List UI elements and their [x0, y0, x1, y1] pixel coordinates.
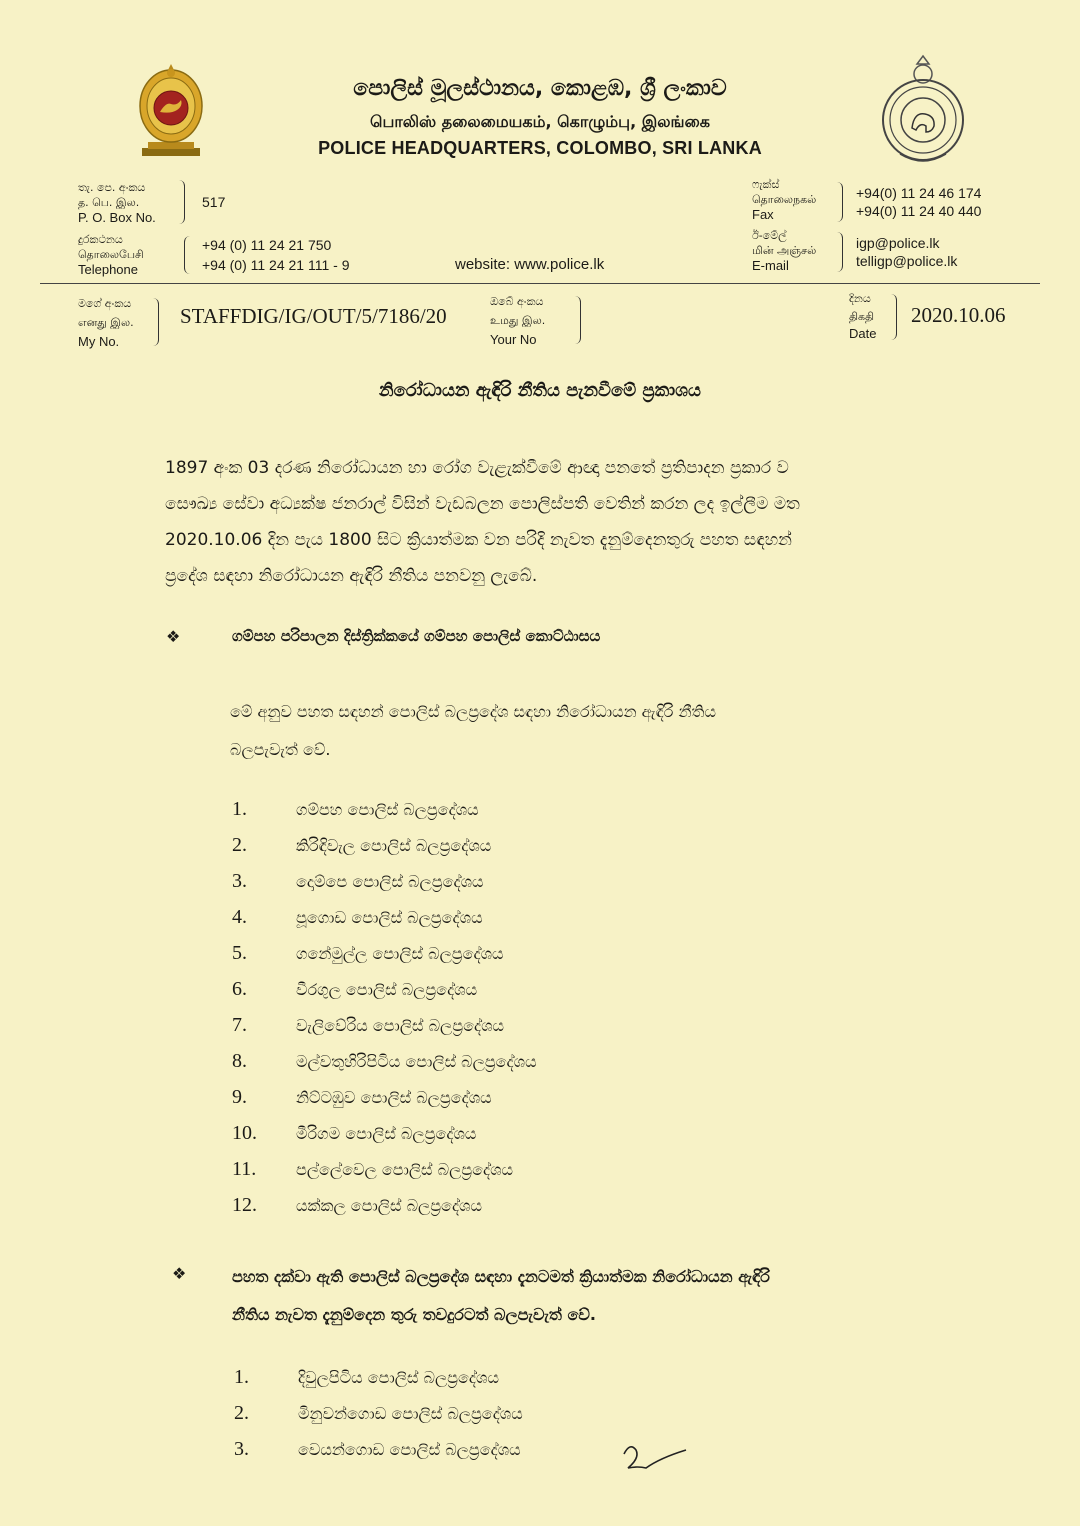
telephone-value-2: +94 (0) 11 24 21 111 - 9 — [202, 257, 350, 273]
list-item-number: 3. — [232, 870, 247, 892]
telephone-label — [78, 232, 144, 277]
email-label-en: E-mail — [752, 258, 789, 273]
fax-label — [752, 177, 816, 222]
list-item-text: ගම්පහ පොලිස් බලප්‍රදේශය — [296, 800, 479, 819]
your-no-label — [490, 294, 545, 347]
paragraph-line: ප්‍රදේශ සඳහා නිරෝධායන ඇඳිරි නීතිය පනවනු ලැබේ. — [165, 566, 538, 586]
list-item-text: ගනේමුල්ල පොලිස් බලප්‍රදේශය — [296, 944, 504, 963]
list-item-text: කිරිඳිවැල පොලිස් බලප්‍රදේශය — [296, 836, 492, 855]
intro-paragraph — [165, 450, 965, 594]
document-heading: නිරෝධායන ඇඳිරි නීතිය පැනවීමේ ප්‍රකාශය — [379, 380, 701, 401]
list-item-number: 11. — [232, 1158, 257, 1180]
bullet-icon: ❖ — [166, 627, 181, 646]
list-item-text: මල්වතුහිරිපිටිය පොලිස් බලප්‍රදේශය — [296, 1052, 537, 1071]
list-item-number: 5. — [232, 942, 247, 964]
my-no-label-si: මගේ අංකය — [78, 297, 132, 310]
list-item-text: මිනුවන්ගොඩ පොලිස් බලප්‍රදේශය — [298, 1404, 523, 1423]
email-label — [752, 228, 816, 273]
pobox-label-ta: த. பெ. இல. — [78, 196, 140, 209]
section1-intro-line: බලපැවැත් වේ. — [230, 740, 331, 759]
fax-value-1: +94(0) 11 24 46 174 — [856, 185, 982, 201]
section1-intro — [230, 693, 968, 769]
list-item-number: 4. — [232, 906, 247, 928]
list-item-text: යක්කල පොලිස් බලප්‍රදේශය — [296, 1196, 482, 1215]
my-no-value: STAFFDIG/IG/OUT/5/7186/20 — [180, 304, 447, 328]
fax-brace — [836, 182, 843, 222]
section2-line: නීතිය නැවත දැනුම්දෙන තුරු තවදුරටත් බලපැවැත් වේ. — [232, 1305, 596, 1324]
my-no-label — [78, 296, 134, 349]
list-item-text: පල්ලේවෙල පොලිස් බලප්‍රදේශය — [296, 1160, 514, 1179]
email-value-1: igp@police.lk — [856, 235, 940, 251]
list-item-text: වෙයන්ගොඩ පොලිස් බලප්‍රදේශය — [298, 1440, 521, 1459]
list-item-number: 2. — [232, 834, 247, 856]
email-label-si: ඊ-මේල් — [752, 229, 787, 242]
fax-label-si: ෆැක්ස් — [752, 178, 780, 191]
telephone-value-1: +94 (0) 11 24 21 750 — [202, 237, 332, 253]
pobox-label-en: P. O. Box No. — [78, 210, 156, 225]
list-item-number: 1. — [232, 798, 247, 820]
list-item-text: නිට්ටඹුව පොලිස් බලප්‍රදේශය — [296, 1088, 492, 1107]
list-item-text: වීරගුල පොලිස් බලප්‍රදේශය — [296, 980, 478, 999]
telephone-label-en: Telephone — [78, 262, 138, 277]
email-brace — [836, 232, 843, 272]
your-no-brace — [574, 296, 581, 344]
section1-intro-line: මේ අනුව පහත සඳහන් පොලිස් බලප්‍රදේශ සඳහා නිරෝධායන ඇඳිරි නීතිය — [230, 702, 716, 721]
my-no-label-ta: எனது இல. — [78, 316, 134, 329]
email-label-ta: மின் அஞ்சல் — [752, 244, 817, 257]
list-item-text: මීරිගම පොලිස් බලප්‍රදේශය — [296, 1124, 477, 1143]
pobox-label — [78, 180, 156, 225]
signature-mark — [620, 1438, 690, 1478]
date-value: 2020.10.06 — [911, 303, 1006, 327]
list-item-number: 9. — [232, 1086, 247, 1108]
pobox-value: 517 — [202, 194, 226, 210]
paragraph-line: සෞඛ්‍ය සේවා අධ්‍යක්ෂ ජනරාල් විසින් වැඩබලන පොලිස්පති වෙතින් කරන ලද ඉල්ලීම මත — [165, 494, 800, 514]
date-label-en: Date — [849, 326, 877, 341]
my-no-label-en: My No. — [78, 334, 120, 349]
website-text: website: www.police.lk — [455, 256, 605, 273]
your-no-label-en: Your No — [490, 332, 537, 347]
header-divider — [40, 283, 1040, 284]
list-item-number: 6. — [232, 978, 247, 1000]
date-label — [849, 291, 876, 341]
section2-text — [232, 1258, 972, 1334]
list-item-text: වැලිවේරිය පොලිස් බලප්‍රදේශය — [296, 1016, 505, 1035]
fax-label-ta: தொலைநகல் — [752, 193, 817, 206]
pobox-brace — [178, 180, 185, 224]
fax-label-en: Fax — [752, 207, 774, 222]
section1-title: ගම්පහ පරිපාලන දිස්ත්‍රික්කයේ ගම්පහ පොලිස් කොට්ඨාසය — [232, 627, 601, 645]
telephone-label-ta: தொலைபேசி — [78, 248, 144, 261]
date-label-si: දිනය — [849, 292, 871, 305]
list-item-text: දොම්පෙ පොලිස් බලප්‍රදේශය — [296, 872, 484, 891]
header-title-tamil: பொலிஸ் தலைமையகம், கொழும்பு, இலங்கை — [370, 112, 710, 131]
list-item-number: 10. — [232, 1122, 257, 1144]
paragraph-line: 1897 අංක 03 දරණ නිරෝධායන හා රෝග වැළැක්වීමේ ආඥා පනතේ ප්‍රතිපාදන ප්‍රකාර ව — [165, 458, 789, 478]
header-title-english: POLICE HEADQUARTERS, COLOMBO, SRI LANKA — [318, 138, 762, 158]
list-item-text: පූගොඩ පොලිස් බලප්‍රදේශය — [296, 908, 483, 927]
header-title-sinhala: පොලිස් මූලස්ථානය, කොළඹ, ශ්‍රී ලංකාව — [353, 76, 727, 101]
my-no-brace — [152, 298, 159, 346]
your-no-label-ta: உமது இல. — [490, 314, 546, 327]
bullet-icon: ❖ — [172, 1264, 187, 1283]
paragraph-line: 2020.10.06 දින පැය 1800 සිට ක්‍රියාත්මක වන පරිදි නැවත දැනුම්දෙනතුරු පහත සඳහන් — [165, 530, 792, 550]
your-no-label-si: ඔබේ අංකය — [490, 295, 544, 308]
fax-value-2: +94(0) 11 24 40 440 — [856, 203, 982, 219]
telephone-label-si: දුරකථනය — [78, 233, 123, 246]
list-item-number: 7. — [232, 1014, 247, 1036]
list-item-number: 3. — [234, 1438, 249, 1460]
list-item-number: 8. — [232, 1050, 247, 1072]
list-item-number: 2. — [234, 1402, 249, 1424]
pobox-label-si: තැ. පෙ. අංකය — [78, 181, 146, 194]
section2-line: පහත දක්වා ඇති පොලිස් බලප්‍රදේශ සඳහා දැනටමත් ක්‍රියාත්මක නිරෝධායන ඇඳිරි — [232, 1267, 770, 1286]
list-item-number: 12. — [232, 1194, 257, 1216]
telephone-brace — [184, 236, 191, 274]
date-label-ta: திகதி — [849, 310, 875, 323]
date-brace — [890, 294, 897, 340]
email-value-2: telligp@police.lk — [856, 253, 958, 269]
list-item-text: දිවුලපිටිය පොලිස් බලප්‍රදේශය — [298, 1368, 499, 1387]
list-item-number: 1. — [234, 1366, 249, 1388]
